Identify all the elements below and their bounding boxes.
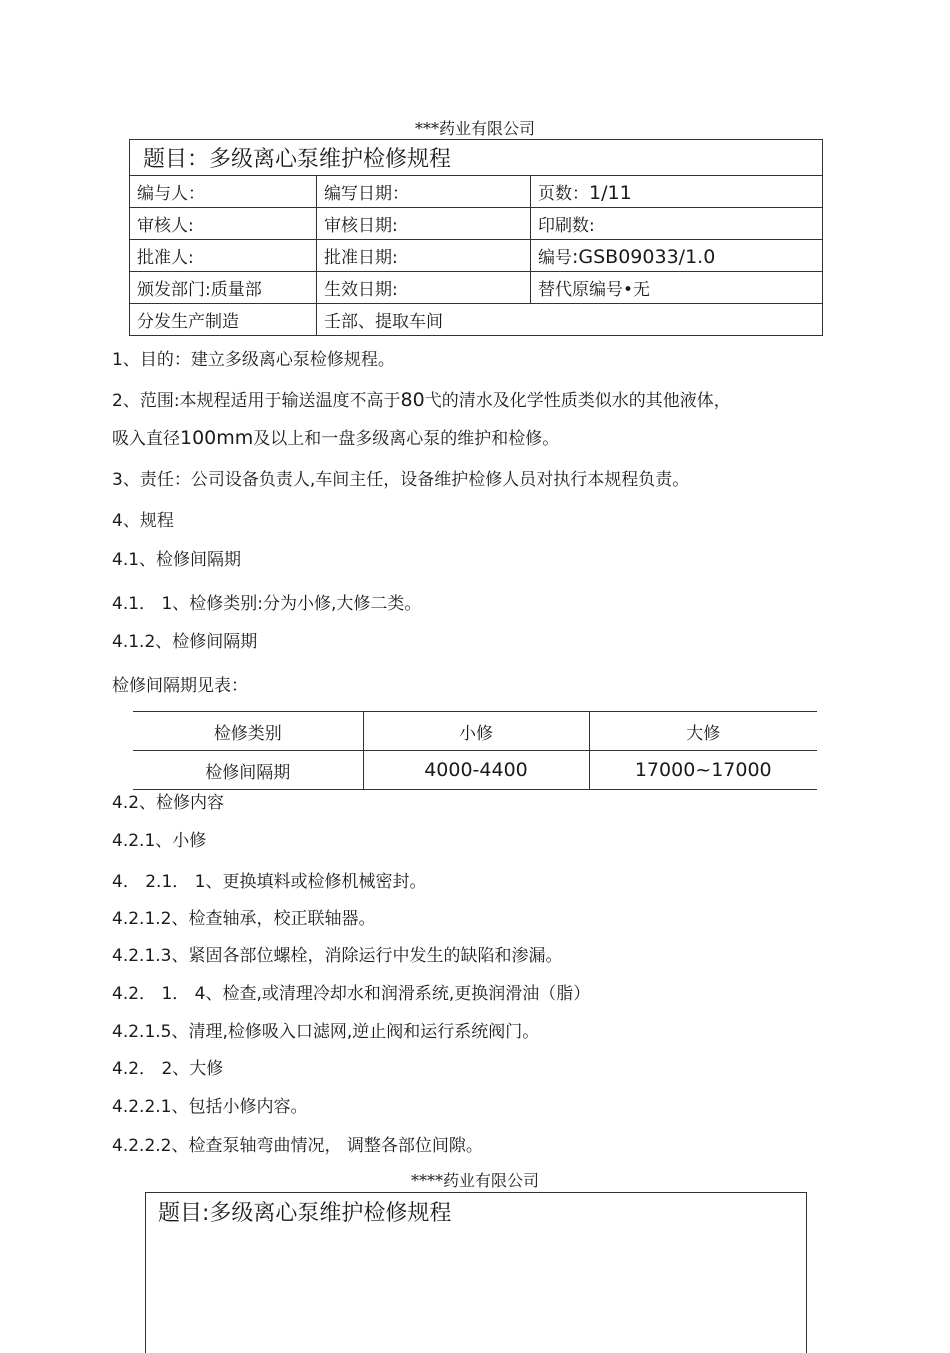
section-4-2-1-5: 4.2.1.5、清理,检修吸入口滤网,逆止阀和运行系统阀门。 xyxy=(112,1022,540,1042)
section-4-2-2: 4.2． 2、大修 xyxy=(112,1059,224,1079)
interval-table xyxy=(133,711,817,790)
section-4-2-1-3: 4.2.1.3、紧固各部位螺栓，消除运行中发生的缺陷和渗漏。 xyxy=(112,946,563,966)
review-date-label: 审核日期: xyxy=(317,208,531,240)
write-date-label: 编写日期： xyxy=(317,176,531,208)
section-4-2-2-1: 4.2.2.1、包括小修内容。 xyxy=(112,1097,308,1117)
section-4-2-1: 4.2.1、小修 xyxy=(112,831,207,851)
approve-date-label: 批准日期: xyxy=(317,240,531,272)
author-label: 编与人： xyxy=(130,176,317,208)
interval-header-major: 大修 xyxy=(589,712,817,751)
interval-header-type: 检修类别 xyxy=(133,712,363,751)
section-4-2-1-4: 4.2． 1． 4、检查,或清理冷却水和润滑系统,更换润滑油（脂） xyxy=(112,984,591,1004)
distribution-label: 分发生产制造 xyxy=(130,304,317,336)
section-4-2-1-1: 4． 2.1． 1、更换填料或检修机械密封。 xyxy=(112,872,427,892)
document-number: 编号:GSB09033/1.0 xyxy=(531,240,823,272)
responsibility-paragraph: 3、责任：公司设备负责人,车间主任，设备维护检修人员对执行本规程负责。 xyxy=(112,470,690,490)
reviewer-label: 审核人: xyxy=(130,208,317,240)
section-4-1-heading: 4.1、检修间隔期 xyxy=(112,550,242,570)
interval-header-minor: 小修 xyxy=(363,712,589,751)
interval-row-label: 检修间隔期 xyxy=(133,751,363,790)
interval-table-caption: 检修间隔期见表： xyxy=(112,676,248,696)
section-4-2-heading: 4.2、检修内容 xyxy=(112,793,225,813)
scope-paragraph-line1: 2、范围:本规程适用于输送温度不高于80弋的清水及化学性质类似水的其他液体， xyxy=(112,389,731,411)
purpose-paragraph: 1、目的：建立多级离心泵检修规程。 xyxy=(112,350,395,370)
procedure-heading: 4、规程 xyxy=(112,511,174,531)
document-number-value: :GSB09033/1.0 xyxy=(572,246,716,268)
company-name: ***药业有限公司 xyxy=(414,119,535,138)
page-count-value: 1/11 xyxy=(589,182,632,204)
section-4-1-2: 4.1.2、检修间隔期 xyxy=(112,632,258,652)
issuing-department: 颁发部门:质量部 xyxy=(130,272,317,304)
section-4-2-1-2: 4.2.1.2、检查轴承，校正联轴器。 xyxy=(112,909,376,929)
effective-date-label: 生效日期: xyxy=(317,272,531,304)
interval-major-value: 17000~17000 xyxy=(589,751,817,790)
section-4-2-2-2: 4.2.2.2、检查泵轴弯曲情况， 调整各部位间隙。 xyxy=(112,1136,483,1156)
print-count-label: 印刷数: xyxy=(531,208,823,240)
company-name-page2: ****药业有限公司 xyxy=(410,1171,539,1190)
interval-minor-value: 4000-4400 xyxy=(363,751,589,790)
replaces-number: 替代原编号•无 xyxy=(531,272,823,304)
section-4-1-1: 4.1． 1、检修类别:分为小修,大修二类。 xyxy=(112,594,422,614)
document-header-table xyxy=(129,139,823,336)
page-count: 页数：1/11 xyxy=(531,176,823,208)
document-title: 题目：多级离心泵维护检修规程 xyxy=(130,140,823,176)
scope-paragraph-line2: 吸入直径100mm及以上和一盘多级离心泵的维护和检修。 xyxy=(112,427,560,449)
page2-document-title: 题目:多级离心泵维护检修规程 xyxy=(158,1201,452,1226)
distribution-value: 壬部、提取车间 xyxy=(317,304,823,336)
approver-label: 批准人: xyxy=(130,240,317,272)
page2-title-box xyxy=(145,1192,807,1353)
